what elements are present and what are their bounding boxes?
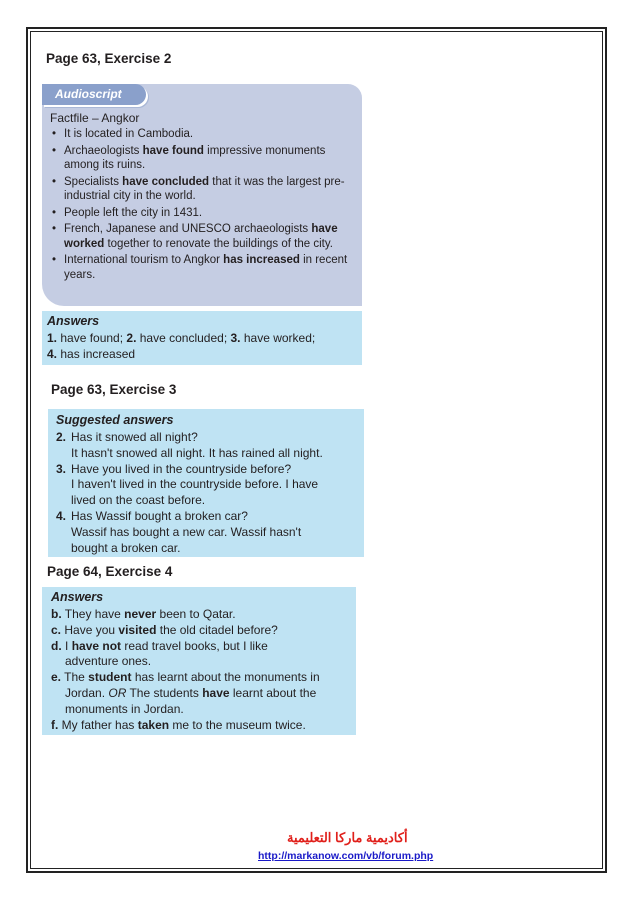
answer-number: c. — [51, 622, 62, 637]
answer-text: have worked; — [240, 331, 316, 345]
answer-text: Jordan. — [65, 686, 109, 700]
answer-text: Have you — [61, 622, 119, 637]
bullet-icon: • — [52, 175, 57, 188]
answer-text: The — [61, 670, 89, 685]
answer-number: 2. — [126, 331, 137, 345]
list-item — [56, 525, 301, 541]
list-item — [51, 670, 320, 686]
answer-text: have concluded; — [136, 331, 231, 345]
list-item — [48, 206, 358, 221]
exercise-2-heading: Page 63, Exercise 2 — [46, 51, 172, 66]
list-item — [56, 541, 180, 557]
answer-number: 4. — [56, 509, 67, 523]
answer-text: has learnt about the monuments in — [131, 670, 320, 685]
list-item — [48, 253, 358, 282]
list-item — [56, 509, 248, 525]
answer-text: learnt about the — [229, 686, 317, 700]
bullet-text: have concluded — [122, 175, 210, 188]
answer-text: Wassif has bought a new car. Wassif hasn't — [71, 524, 302, 539]
list-item — [51, 639, 268, 655]
list-item — [51, 702, 184, 718]
answer-text: My father has — [58, 717, 138, 732]
answer-number: b. — [51, 607, 62, 621]
answer-number: 3. — [230, 331, 241, 345]
bullet-icon: • — [52, 223, 57, 235]
exercise-4-answers-title: Answers — [51, 590, 104, 604]
answer-text: lived on the coast before. — [71, 493, 206, 508]
list-item — [51, 623, 278, 639]
list-item — [48, 127, 358, 142]
answer-text: I haven't lived in the countryside before. I have — [71, 477, 319, 492]
factfile-title: Factfile – Angkor — [50, 111, 140, 125]
bullet-text: People left the city in 1431. — [64, 206, 203, 219]
answer-number: 1. — [47, 331, 58, 345]
bullet-text: International tourism to Angkor — [64, 254, 224, 266]
answer-number: 3. — [56, 461, 67, 476]
bullet-text: It is located in Cambodia. — [64, 128, 194, 140]
exercise-4-heading: Page 64, Exercise 4 — [47, 564, 173, 579]
answer-text: have found; — [57, 331, 127, 345]
bullet-text: that it was the largest pre-industrial city in the world. — [64, 175, 345, 202]
answer-text: me to the museum twice. — [169, 717, 306, 732]
answer-text: The students — [126, 686, 203, 700]
factfile-bullet-list — [48, 127, 358, 284]
answer-number: 4. — [47, 347, 58, 361]
bullet-text: Specialists — [64, 175, 123, 188]
bullet-icon: • — [52, 254, 57, 266]
answer-text: have not — [71, 638, 122, 653]
answer-text: bought a broken car. — [71, 540, 181, 555]
answer-text: OR — [108, 686, 127, 700]
answer-text: read travel books, but I like — [121, 638, 268, 653]
exercise-2-answers-title: Answers — [47, 314, 100, 328]
exercise-2-answers-line-2 — [47, 347, 135, 363]
answer-text: never — [124, 607, 157, 621]
bullet-text: French, Japanese and UNESCO archaeologists — [64, 223, 312, 235]
list-item — [51, 607, 236, 623]
answer-number: e. — [51, 670, 62, 685]
answer-text: Has it snowed all night? — [71, 430, 198, 444]
answer-text: adventure ones. — [65, 654, 152, 669]
list-item — [51, 654, 151, 670]
answer-text: I — [61, 638, 72, 653]
bullet-text: Archaeologists — [64, 144, 143, 157]
answer-number: f. — [51, 717, 59, 732]
audioscript-label: Audioscript — [55, 87, 122, 101]
list-item — [48, 222, 358, 251]
bullet-text: have worked — [64, 223, 338, 250]
bullet-icon: • — [52, 144, 57, 157]
bullet-text: impressive monuments among its ruins. — [64, 144, 326, 171]
answer-number: 2. — [56, 430, 67, 444]
list-item — [51, 686, 316, 702]
bullet-text: has increased — [223, 254, 300, 266]
footer-academy-name: أكاديمية ماركا التعليمية — [287, 830, 408, 845]
answer-text: It hasn't snowed all night. It has rained all night. — [71, 445, 323, 460]
list-item — [56, 462, 291, 478]
bullet-text: together to renovate the buildings of the city. — [104, 237, 333, 250]
answer-text: Has Wassif bought a broken car? — [71, 509, 248, 523]
exercise-2-answers-line-1 — [47, 331, 315, 347]
answer-text: They have — [61, 607, 125, 621]
list-item — [48, 175, 358, 204]
footer-link[interactable]: http://markanow.com/vb/forum.php — [258, 850, 434, 862]
answer-text: taken — [137, 717, 170, 732]
bullet-icon: • — [52, 206, 57, 219]
answer-text: have — [202, 686, 230, 700]
answer-text: student — [88, 670, 132, 685]
list-item — [56, 477, 318, 493]
bullet-text: in recent years. — [64, 254, 348, 281]
bullet-text: have found — [142, 144, 204, 157]
answer-text: monuments in Jordan. — [65, 701, 184, 716]
answer-text: been to Qatar. — [156, 607, 236, 621]
answer-text: the old citadel before? — [156, 622, 278, 637]
answer-number: d. — [51, 638, 62, 653]
list-item — [56, 446, 323, 462]
bullet-icon: • — [52, 128, 57, 140]
answer-text: Have you lived in the countryside before? — [71, 461, 292, 476]
answer-text: has increased — [57, 347, 136, 361]
list-item — [51, 718, 306, 734]
list-item — [48, 144, 358, 173]
list-item — [56, 493, 205, 509]
exercise-3-heading: Page 63, Exercise 3 — [51, 382, 177, 397]
exercise-3-answers-title: Suggested answers — [56, 413, 174, 427]
list-item — [56, 430, 198, 446]
answer-text: visited — [118, 622, 157, 637]
